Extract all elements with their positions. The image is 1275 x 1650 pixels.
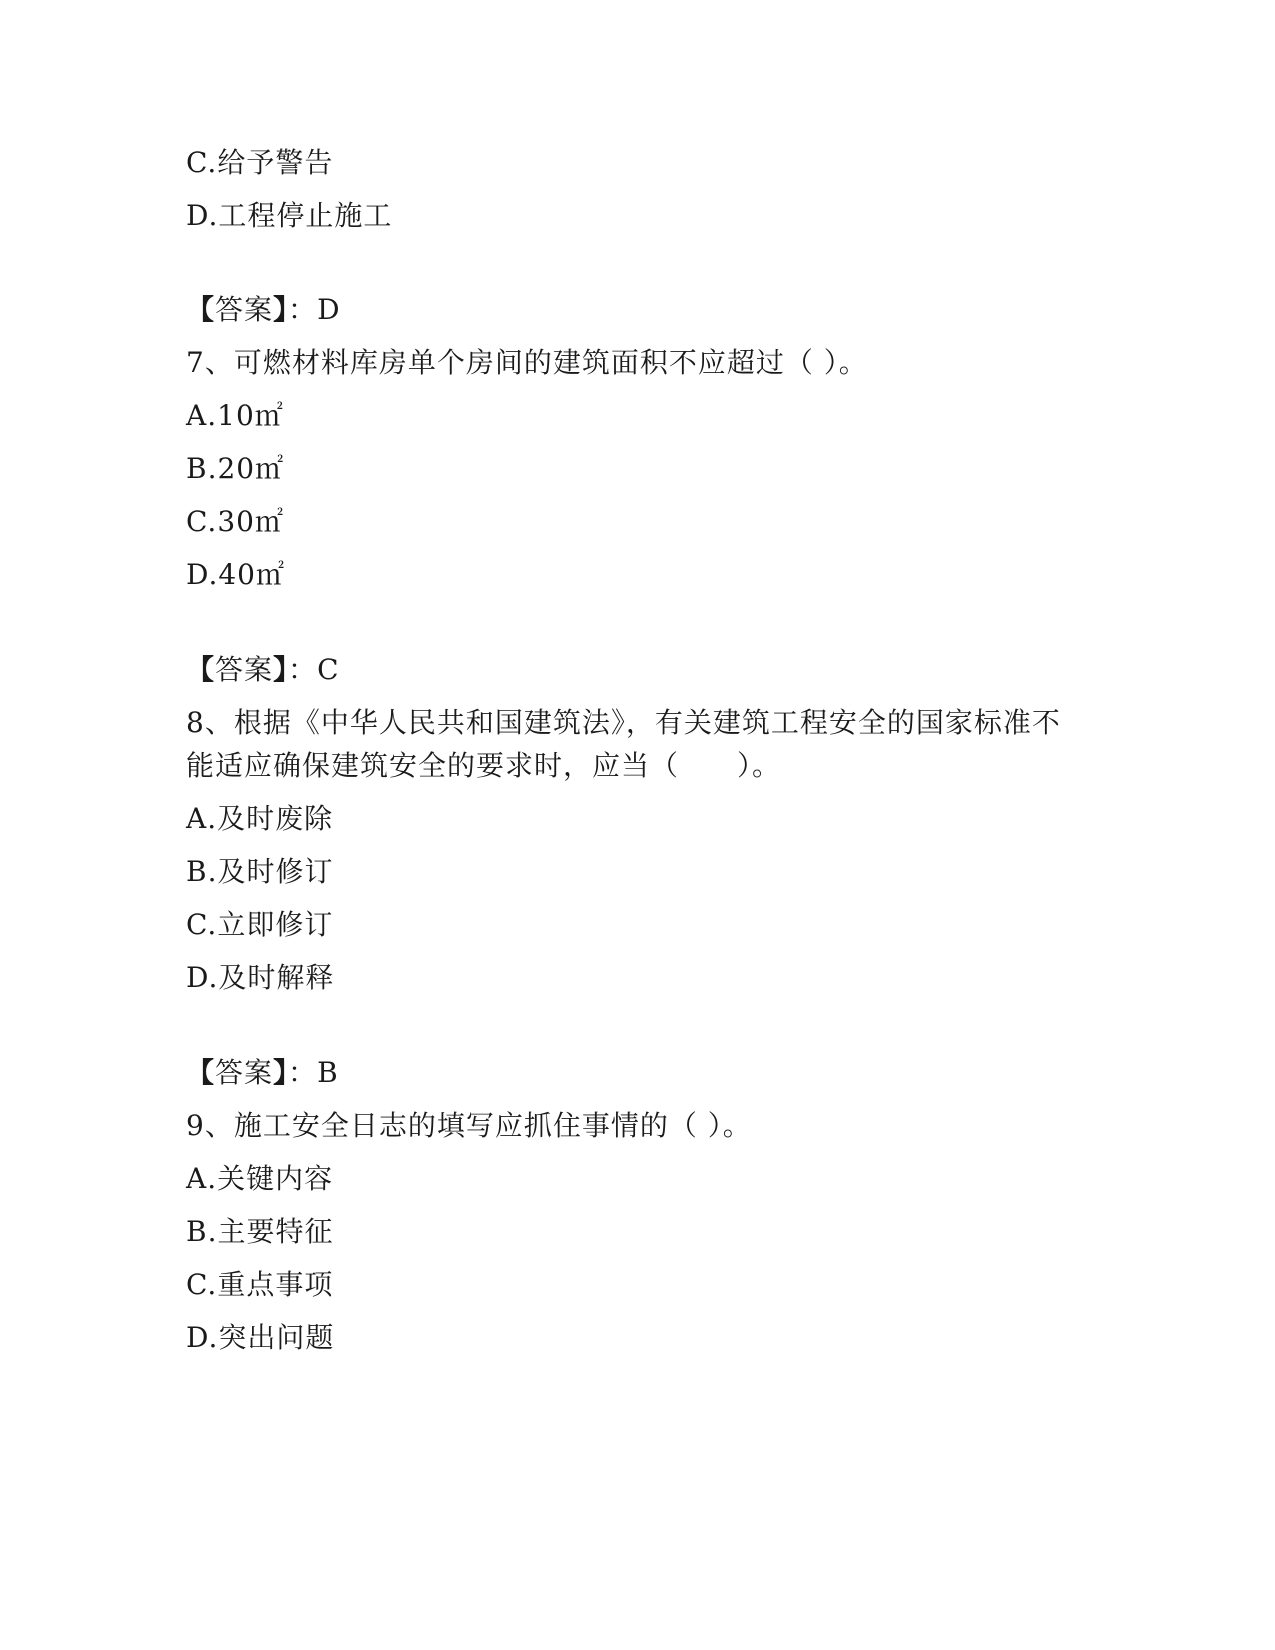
option-label: C. xyxy=(186,908,218,941)
option-b xyxy=(186,452,284,486)
option-label: D. xyxy=(186,1321,219,1354)
option-label: C. xyxy=(186,146,218,179)
option-text: 20㎡ xyxy=(217,452,285,485)
question-8-stem-line-1: 8、根据《中华人民共和国建筑法》，有关建筑工程安全的国家标准不 xyxy=(186,706,1061,739)
option-label: A. xyxy=(186,399,218,432)
answer-line xyxy=(186,653,340,687)
option-label: A. xyxy=(186,802,218,835)
answer-value: D xyxy=(317,293,341,326)
answer-separator: ： xyxy=(288,293,318,326)
answer-open-bracket: 【 xyxy=(186,653,216,686)
option-d xyxy=(186,199,392,233)
option-c xyxy=(186,146,333,180)
answer-close-bracket: 】 xyxy=(273,653,289,686)
option-text: 30㎡ xyxy=(217,505,284,538)
option-label: D. xyxy=(186,558,219,591)
option-text: 10㎡ xyxy=(217,399,284,432)
option-b xyxy=(186,1215,334,1249)
option-text: 40㎡ xyxy=(218,558,285,591)
option-c xyxy=(186,908,333,942)
option-text: 工程停止施工 xyxy=(218,199,393,232)
option-label: B. xyxy=(186,1215,218,1248)
answer-label: 答案 xyxy=(215,653,274,686)
answer-line xyxy=(186,1056,339,1090)
option-c xyxy=(186,1268,333,1302)
answer-close-bracket: 】 xyxy=(273,1056,289,1089)
question-8-stem-line-2: 能适应确保建筑安全的要求时，应当（ ）。 xyxy=(186,749,782,782)
answer-label: 答案 xyxy=(215,1056,274,1089)
answer-close-bracket: 】 xyxy=(273,293,289,326)
answer-line xyxy=(186,293,341,327)
option-label: D. xyxy=(186,961,219,994)
option-label: B. xyxy=(186,452,218,485)
answer-separator: ： xyxy=(288,653,318,686)
option-label: B. xyxy=(186,855,218,888)
option-text: 及时废除 xyxy=(217,802,334,835)
option-text: 及时解释 xyxy=(218,961,335,994)
question-7-stem: 7、可燃材料库房单个房间的建筑面积不应超过（ ）。 xyxy=(186,346,868,379)
answer-open-bracket: 【 xyxy=(186,293,216,326)
option-text: 关键内容 xyxy=(217,1162,334,1195)
option-d xyxy=(186,1321,334,1355)
option-text: 重点事项 xyxy=(217,1268,334,1301)
answer-open-bracket: 【 xyxy=(186,1056,216,1089)
option-a xyxy=(186,802,333,836)
option-d xyxy=(186,558,285,592)
option-label: D. xyxy=(186,199,219,232)
option-a xyxy=(186,399,284,433)
question-9-stem: 9、施工安全日志的填写应抓住事情的（ ）。 xyxy=(186,1109,752,1142)
option-text: 给予警告 xyxy=(217,146,334,179)
option-label: C. xyxy=(186,1268,218,1301)
answer-value: C xyxy=(317,653,340,686)
option-label: A. xyxy=(186,1162,218,1195)
answer-value: B xyxy=(317,1056,339,1089)
option-text: 突出问题 xyxy=(218,1321,335,1354)
option-text: 及时修订 xyxy=(217,855,334,888)
option-label: C. xyxy=(186,505,218,538)
option-d xyxy=(186,961,334,995)
option-text: 主要特征 xyxy=(217,1215,334,1248)
answer-label: 答案 xyxy=(215,293,274,326)
option-a xyxy=(186,1162,333,1196)
option-b xyxy=(186,855,334,889)
answer-separator: ： xyxy=(288,1056,318,1089)
option-text: 立即修订 xyxy=(217,908,334,941)
option-c xyxy=(186,505,284,539)
